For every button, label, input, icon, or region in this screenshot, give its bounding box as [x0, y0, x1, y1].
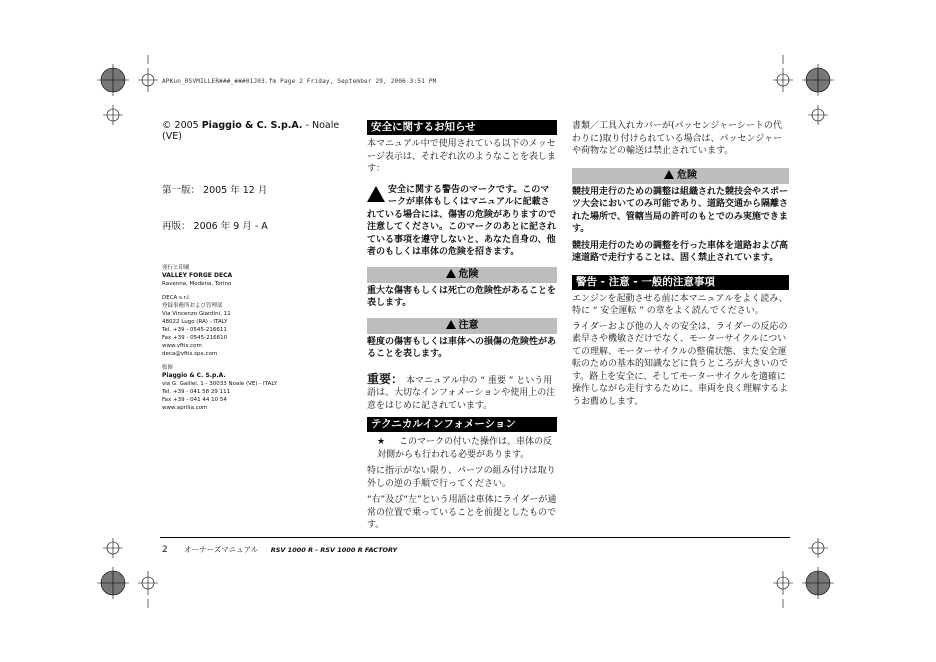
danger-banner [367, 267, 557, 283]
general-column [572, 120, 789, 408]
publisher-heading: 発行と印刷 [162, 265, 190, 271]
star-paragraph [367, 436, 557, 461]
safety-intro: 本マニュアル中で使用されている以下のメッセージ表示は、それぞれ次のようなことを表します： [367, 139, 556, 174]
general-text: ライダーおよび他の人々の安全は、ライダーの反応の素早さや機敏さだけでなく、モーターサイクルについての理解、モーターサイクルの整備状態、また安全運転のための基本的知識などに負うところが大きいのです。路上を安全に、そしてモーターサイクルを適確に操作しながら走行するために、車両を良く理解するようお薦めします。 [572, 321, 789, 407]
warning-triangle-icon [446, 320, 456, 329]
important-label: 重要： [367, 371, 404, 386]
copyright-suffix: - Noale (VE) [162, 120, 340, 142]
copyright-company: Piaggio & C. S.p.A. [201, 120, 303, 131]
deca-line: www.vftis.com [162, 343, 202, 349]
deca-line: Tel. +39 - 0545-216611 [162, 327, 227, 333]
deca-line: Fax +39 - 0545-216610 [162, 335, 228, 341]
technical-heading: テクニカルインフォメーション [367, 417, 557, 432]
reprint: 再版： 2006 年 9 月 - A [162, 221, 268, 232]
deca-line: deca@vftis.spx.com [162, 351, 218, 357]
danger-label: 危険 [677, 169, 697, 181]
supervision-line: Fax +39 - 041 44 10 54 [162, 397, 227, 403]
danger-banner [572, 168, 789, 184]
footer [162, 544, 397, 555]
deca-line: 登録事務所および管理部 [162, 303, 223, 309]
assembly-text: 特に指示がない限り、パーツの組み付けは取り外しの逆の手順で行ってください。 [367, 466, 556, 489]
copyright-line [162, 120, 352, 142]
supervision-line: via G. Galilei, 1 - 30033 Noale (VE) - ITALY [162, 381, 278, 387]
safety-heading: 安全に関するお知らせ [367, 120, 557, 135]
deca-line: 48022 Lugo (RA) - ITALY [162, 319, 228, 325]
caution-banner [367, 318, 557, 334]
warning-triangle-icon [367, 186, 385, 202]
cover-text: 書類／工具入れカバーが(パッセンジャーシートの代わりに)取り付けられている場合は、パッセンジャーや荷物などの輸送は禁止されています。 [572, 121, 783, 156]
deca-line: Via Vincenzo Giardini, 11 [162, 311, 231, 317]
general-heading: 警告 - 注意 - 一般的注意事項 [572, 275, 789, 290]
right-left-text: “右”及び“左”という用語は車体にライダーが通常の位置で乗っていることを前提としたものです。 [367, 495, 557, 530]
supervision-line: Tel. +39 - 041 58 29 111 [162, 389, 231, 395]
supervision-line: www.aprilia.com [162, 405, 208, 411]
safety-column [367, 120, 557, 532]
model-name: RSV 1000 R - RSV 1000 R FACTORY [270, 546, 398, 554]
star-icon: ★ [377, 437, 386, 447]
footer-rule [160, 537, 790, 538]
star-text: このマークの付いた操作は、車体の反対側からも行われる必要があります。 [377, 437, 553, 460]
first-edition: 第一版： 2005 年 12 月 [162, 185, 268, 196]
danger-text: 競技用走行のための調整は組織された競技会やスポーツ大会においてのみ可能であり、道路交通から隔離された場所で、管轄当局の許可のもとでのみ実施できます。 [572, 186, 789, 234]
copyright-prefix: © 2005 [162, 120, 202, 131]
warning-triangle-icon [446, 269, 456, 278]
warning-triangle-icon [664, 170, 674, 179]
page-number: 2 [162, 545, 168, 555]
danger-label: 危険 [458, 268, 479, 280]
danger-text: 競技用走行のための調整を行った車体を道路および高速道路で走行することは、固く禁止されています。 [572, 240, 789, 263]
warning-mark-paragraph [367, 184, 557, 259]
supervision-name: Piaggio & C. S.p.A. [162, 372, 226, 379]
manual-title: オーナーズマニュアル [184, 545, 259, 554]
deca-line: DECA s.r.l. [162, 295, 191, 301]
publisher-place: Ravenna, Modena, Torino [162, 281, 232, 287]
publication-info-column [162, 120, 352, 412]
important-paragraph [367, 373, 557, 413]
file-header: APKun_RSVMILLER###_###01J03.fm Page 2 Friday, September 29, 2006 3:51 PM [162, 78, 437, 85]
danger-text: 重大な傷害もしくは死亡の危険性があることを表します。 [367, 285, 557, 308]
caution-text: 軽度の傷害もしくは車体への損傷の危険性があることを表します。 [367, 336, 557, 359]
important-text: 本マニュアル中の “ 重要 ” という用語は、大切なインフォメーションや使用上の注意をはじめに記されています。 [367, 375, 556, 411]
general-text: エンジンを起動させる前に本マニュアルをよく読み、特に “ 安全運転 ” の章をよく読んでください。 [572, 293, 788, 316]
warning-mark-text: 安全に関する警告のマークです。このマークが車体もしくはマニュアルに記載されている場合には、傷害の危険がありますので注意してください。このマークのあとに記されている事項を遵守しないと、あなた自身の、他者のもしくは車体の危険を招きます。 [367, 184, 557, 257]
publisher-block [162, 264, 352, 412]
caution-label: 注意 [458, 319, 479, 331]
publisher-name: VALLEY FORGE DECA [162, 272, 233, 279]
supervision-heading: 監修 [162, 365, 174, 371]
